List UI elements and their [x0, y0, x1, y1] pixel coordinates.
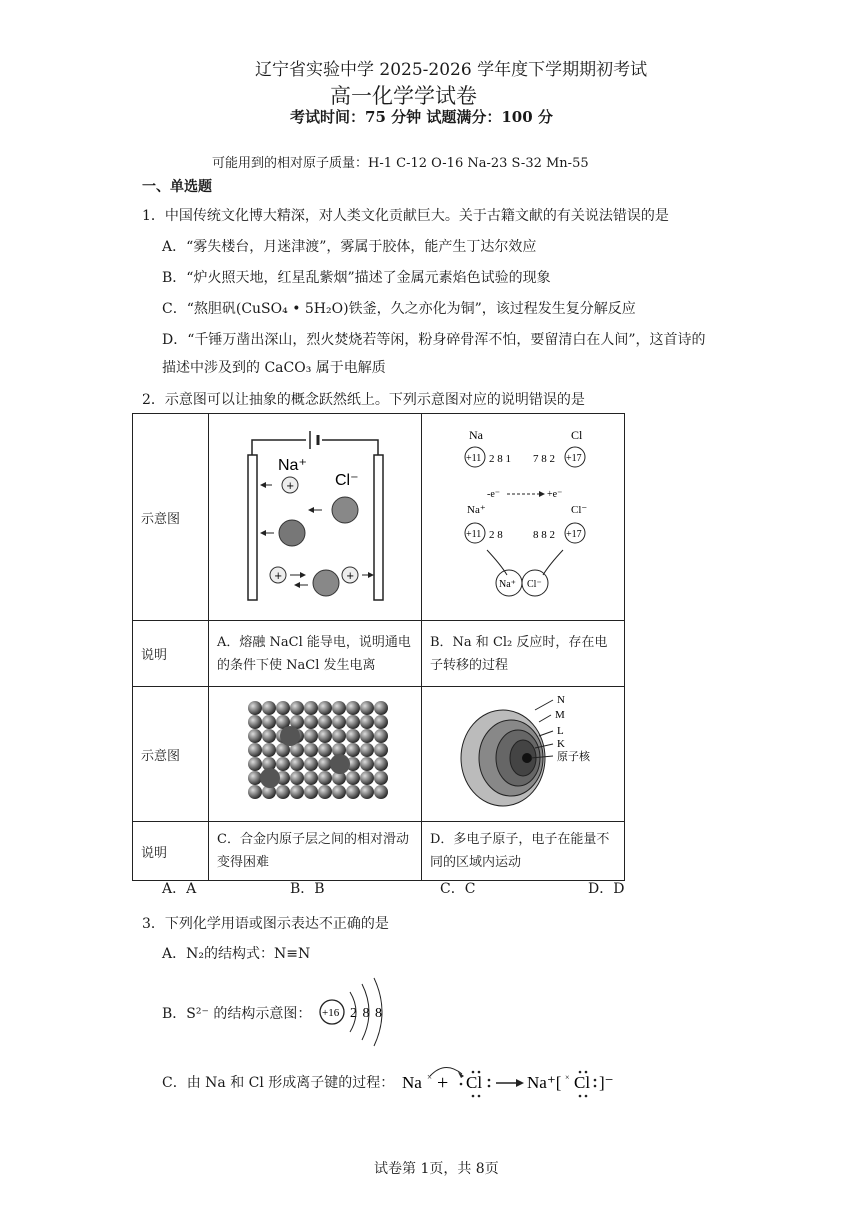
- desc-a: A．熔融 NaCl 能导电，说明通电的条件下使 NaCl 发生电离: [209, 621, 422, 687]
- formula-cl-ion: Cl: [574, 1073, 591, 1092]
- na-ion-core: +11: [466, 529, 482, 540]
- q1-option-a: A．“雾失楼台，月迷津渡”，雾属于胶体，能产生丁达尔效应: [162, 239, 537, 255]
- desc-d: D．多电子原子，电子在能量不同的区域内运动: [422, 822, 625, 881]
- formula-cl-atom: Cl: [466, 1073, 483, 1092]
- q2-choice-c: C．C: [440, 881, 476, 897]
- cl-ion-label-b: Cl⁻: [571, 504, 588, 516]
- na-core: +11: [466, 453, 482, 464]
- q2-choice-b: B．B: [290, 881, 325, 897]
- formula-bracket-end: ]⁻: [599, 1073, 614, 1092]
- na-ion-label: Na⁺: [278, 457, 307, 474]
- row-label-diagram-2: 示意图: [133, 687, 209, 822]
- svg-text:+: +: [346, 571, 355, 582]
- plus-electron: +e⁻: [547, 489, 563, 500]
- q3-option-a: A．N₂的结构式：N≡N: [162, 946, 311, 962]
- svg-text:×: ×: [565, 1073, 570, 1082]
- q3-option-c-label: C．由 Na 和 Cl 形成离子键的过程：: [162, 1075, 395, 1091]
- q3-stem: 3．下列化学用语或图示表达不正确的是: [142, 916, 389, 932]
- electron-shell-diagram: [423, 688, 623, 816]
- cl-core: +17: [566, 453, 582, 464]
- svg-text:+: +: [286, 481, 295, 492]
- exam-info: 考试时间：75 分钟 试题满分：100 分: [290, 108, 553, 126]
- shell-n-label: N: [557, 694, 565, 706]
- cl-shells: 7 8 2: [533, 453, 555, 465]
- q2-choice-d: D．D: [588, 881, 625, 897]
- cl-ion-label: Cl⁻: [335, 472, 359, 489]
- row-label-desc-2: 说明: [133, 822, 209, 881]
- na-cl-electron-transfer-diagram: [423, 415, 623, 615]
- row-label-desc-1: 说明: [133, 621, 209, 687]
- q1-stem: 1．中国传统文化博大精深，对人类文化贡献巨大。关于古籍文献的有关说法错误的是: [142, 208, 669, 224]
- page-footer: 试卷第 1页，共 8页: [374, 1161, 499, 1177]
- q2-stem: 2．示意图可以让抽象的概念跃然纸上。下列示意图对应的说明错误的是: [142, 392, 585, 408]
- diagram-c-cell: [209, 687, 422, 822]
- q1-option-b: B．“炉火照天地，红星乱紫烟”描述了金属元素焰色试验的现象: [162, 270, 551, 286]
- row-label-diagram-1: 示意图: [133, 414, 209, 621]
- diagram-a-cell: [209, 414, 422, 621]
- na-circle-label: Na⁺: [499, 579, 516, 590]
- desc-c: C．合金内原子层之间的相对滑动变得困难: [209, 822, 422, 881]
- diagram-d-cell: [422, 687, 625, 822]
- shell-m-label: M: [555, 709, 565, 721]
- ionic-bond-formation-diagram: [400, 1058, 620, 1104]
- formula-na-ion: Na⁺[: [527, 1073, 562, 1092]
- minus-electron: -e⁻: [487, 489, 501, 500]
- cl-circle-label: Cl⁻: [527, 579, 542, 590]
- na-atom-label: Na: [469, 428, 483, 442]
- q1-option-d-line2: 描述中涉及到的 CaCO₃ 属于电解质: [162, 360, 386, 376]
- desc-b: B．Na 和 Cl₂ 反应时，存在电子转移的过程: [422, 621, 625, 687]
- cl-ion-core: +17: [566, 529, 582, 540]
- alloy-lattice-diagram: [210, 688, 420, 816]
- atomic-masses: 可能用到的相对原子质量：H-1 C-12 O-16 Na-23 S-32 Mn-55: [212, 156, 589, 171]
- cl-ion-shells: 8 8 2: [533, 529, 555, 541]
- section-heading: 一、单选题: [142, 179, 212, 195]
- s2-structure-diagram: [318, 972, 408, 1052]
- na-ion-label-b: Na⁺: [467, 504, 486, 516]
- shell-k-label: K: [557, 738, 565, 750]
- formula-na: Na: [402, 1073, 422, 1092]
- q2-diagram-table: [132, 413, 625, 881]
- exam-title-line1: 辽宁省实验中学 2025-2026 学年度下学期期初考试: [255, 60, 648, 80]
- nucleus-label: 原子核: [557, 751, 590, 763]
- s2-core: +16: [322, 1007, 340, 1019]
- q1-option-d-line1: D．“千锤万凿出深山，烈火焚烧若等闲，粉身碎骨浑不怕，要留清白在人间”，这首诗的: [162, 332, 706, 348]
- svg-text:+: +: [437, 1072, 449, 1094]
- q1-option-c: C．“熬胆矾(CuSO₄ • 5H₂O)铁釜，久之亦化为铜”，该过程发生复分解反应: [162, 301, 636, 317]
- s2-shells: 2 8 8: [350, 1006, 383, 1021]
- q3-option-b-label: B．S²⁻ 的结构示意图：: [162, 1006, 312, 1022]
- na-ion-shells: 2 8: [489, 529, 503, 541]
- diagram-b-cell: [422, 414, 625, 621]
- na-shells: 2 8 1: [489, 453, 511, 465]
- cl-atom-label: Cl: [571, 428, 583, 442]
- shell-l-label: L: [557, 725, 564, 737]
- exam-title-line2: 高一化学学试卷: [330, 84, 477, 108]
- molten-nacl-diagram: [210, 415, 420, 615]
- svg-text:+: +: [274, 571, 283, 582]
- svg-text:×: ×: [427, 1072, 433, 1082]
- q2-choice-a: A．A: [162, 881, 197, 897]
